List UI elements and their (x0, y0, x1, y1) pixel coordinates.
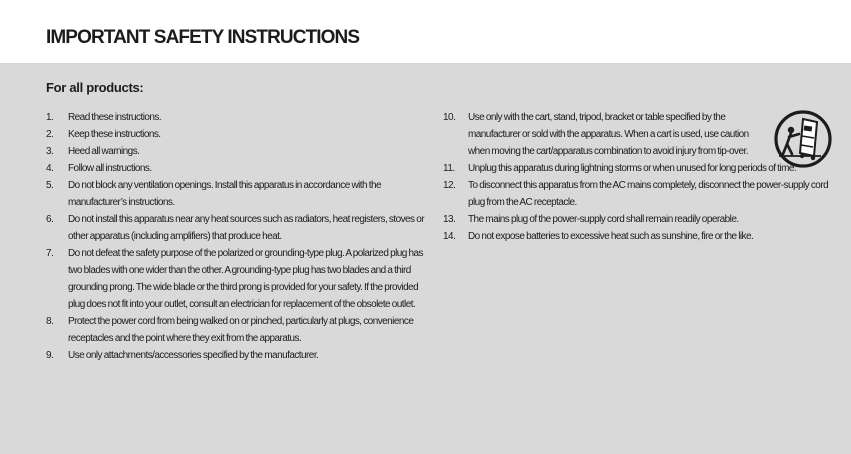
item-number: 8. (46, 316, 54, 327)
list-item (443, 109, 833, 160)
item-text: Do not block any ventilation openings. Install this apparatus in accordance with the manufacturer’s instructions. (68, 180, 382, 208)
item-number: 12. (443, 180, 456, 191)
item-text: Unplug this apparatus during lightning storms or when unused for long periods of time. (468, 163, 797, 174)
list-item (46, 109, 436, 126)
list-item (443, 211, 833, 228)
instructions-list-right (443, 109, 833, 245)
list-item (46, 347, 436, 364)
page-header (0, 0, 851, 64)
item-number: 14. (443, 231, 456, 242)
item-number: 1. (46, 112, 54, 123)
item-text: Use only with the cart, stand, tripod, bracket or table specified by the manufacturer or sold with the apparatus. When a cart is used, use caution when moving the cart/apparatus combination to avoid injury from tip-over. (468, 112, 749, 157)
list-item (46, 313, 436, 347)
item-number: 11. (443, 163, 455, 174)
item-number: 10. (443, 112, 456, 123)
list-item (443, 177, 833, 211)
item-number: 9. (46, 350, 54, 361)
item-text: Protect the power cord from being walked on or pinched, particularly at plugs, convenience receptacles and the point where they exit from the apparatus. (68, 316, 414, 344)
item-text: Follow all instructions. (68, 163, 152, 174)
item-text: Do not expose batteries to excessive heat such as sunshine, fire or the like. (468, 231, 754, 242)
item-number: 3. (46, 146, 54, 157)
item-number: 5. (46, 180, 54, 191)
item-text: Keep these instructions. (68, 129, 161, 140)
item-number: 2. (46, 129, 54, 140)
item-number: 6. (46, 214, 54, 225)
section-subtitle: For all products: (46, 80, 144, 95)
item-text: The mains plug of the power-supply cord shall remain readily operable. (468, 214, 739, 225)
item-text: Use only attachments/accessories specified by the manufacturer. (68, 350, 319, 361)
list-item (46, 211, 436, 245)
list-item (443, 160, 833, 177)
item-text: Heed all warnings. (68, 146, 140, 157)
list-item (443, 228, 833, 245)
item-text: Do not install this apparatus near any heat sources such as radiators, heat registers, stoves or other apparatus (including amplifiers) that produce heat. (68, 214, 425, 242)
item-text: Do not defeat the safety purpose of the polarized or grounding-type plug. A polarized plug has two blades with one wider than the other. A grounding-type plug has two blades and a third grounding prong. The wide blade or the third prong is provided for your safety. If the provided plug does not fit into your outlet, consult an electrician for replacement of the obsolete outlet. (68, 248, 423, 310)
list-item (46, 160, 436, 177)
item-number: 4. (46, 163, 54, 174)
instructions-panel (0, 64, 851, 454)
list-item (46, 245, 436, 313)
list-item (46, 126, 436, 143)
list-item (46, 143, 436, 160)
instructions-list-left (46, 109, 436, 364)
item-text: Read these instructions. (68, 112, 162, 123)
item-number: 13. (443, 214, 456, 225)
list-item (46, 177, 436, 211)
item-number: 7. (46, 248, 54, 259)
item-text: To disconnect this apparatus from the AC mains completely, disconnect the power-supply cord plug from the AC receptacle. (468, 180, 829, 208)
page-title: IMPORTANT SAFETY INSTRUCTIONS (46, 27, 360, 48)
